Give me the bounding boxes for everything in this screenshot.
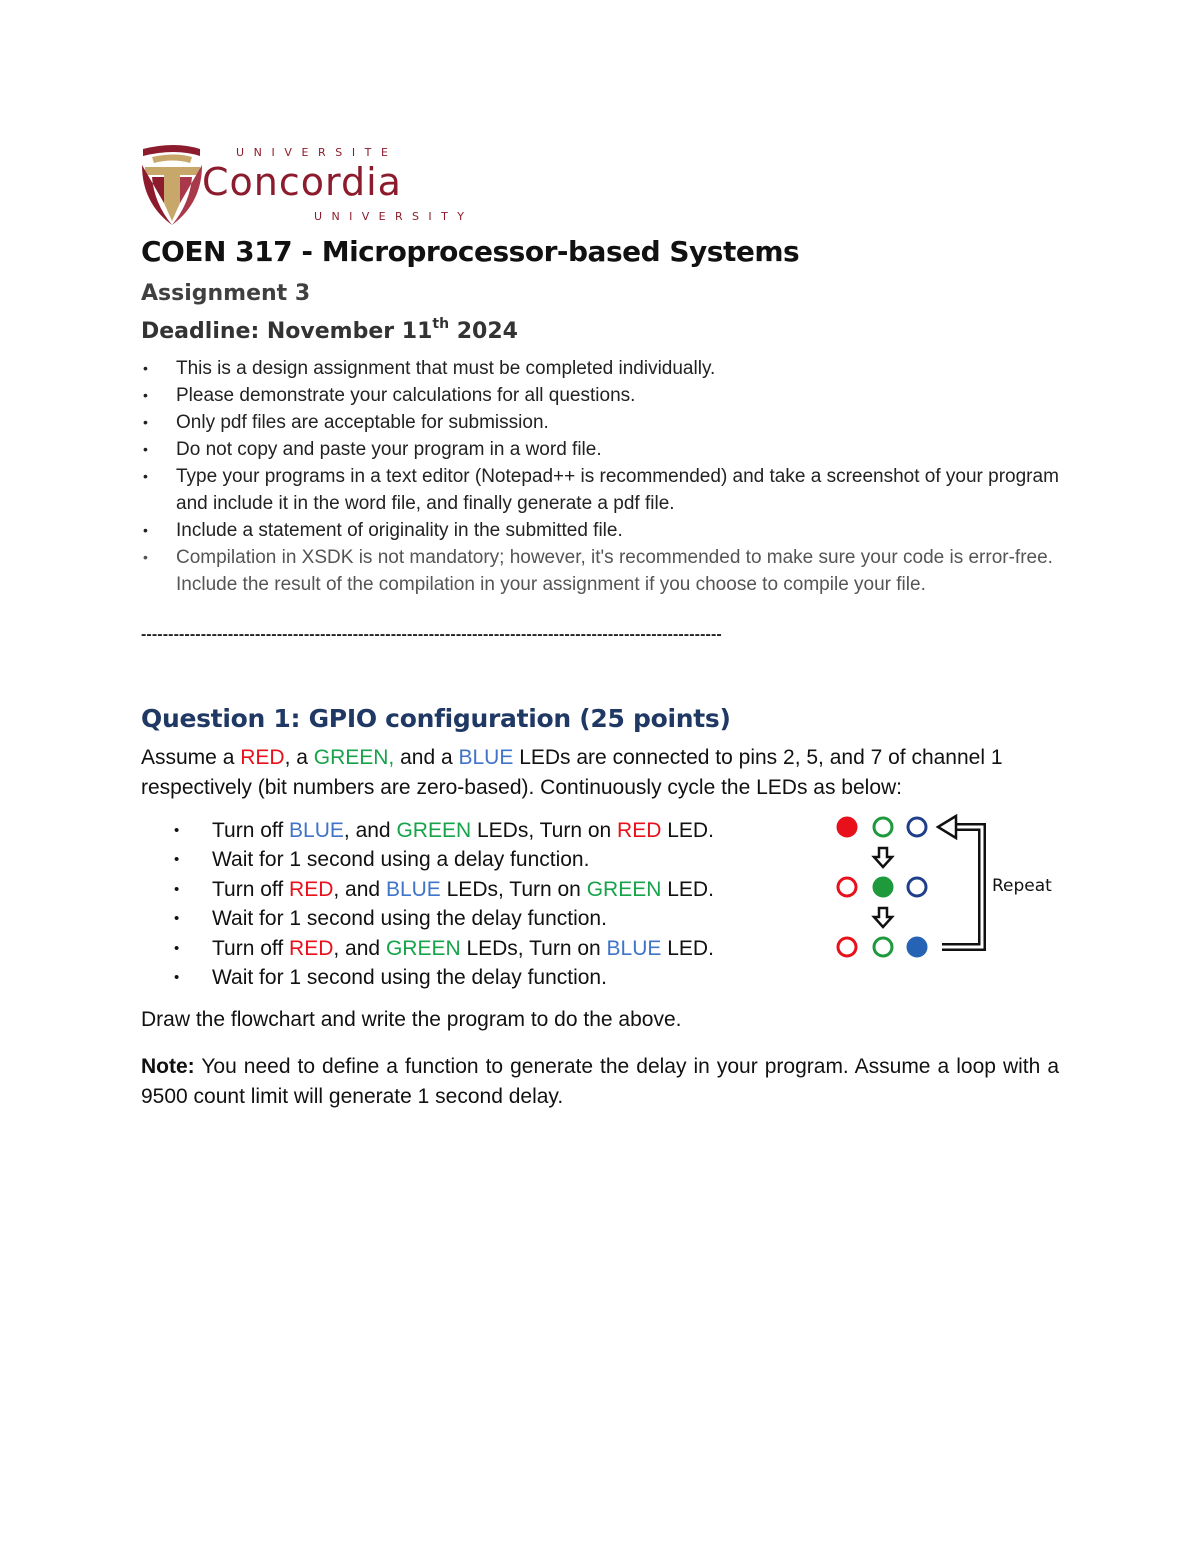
logo-wordmark: Concordia [202,160,402,204]
bullet-icon: • [174,851,180,869]
bullet-icon: • [174,910,180,928]
text-segment: , and [333,936,386,960]
deadline-superscript: th [432,316,450,332]
bullet-icon: • [174,939,180,957]
text-segment: and a [394,746,459,769]
question-1-heading: Question 1: GPIO configuration (25 points) [141,704,731,733]
text-segment: Turn off [212,819,290,842]
bullet-icon: • [143,360,148,376]
led-blue-on-icon [908,938,926,956]
color-word-blue: BLUE [458,746,514,769]
question-1-task: Draw the flowchart and write the program to do the above. [141,1008,682,1031]
note-label: Note: [141,1055,195,1078]
color-word-blue: BLUE [606,936,662,960]
led-green-off-icon [874,818,892,836]
bullet-icon: • [174,822,180,839]
bullet-icon: • [143,441,148,457]
color-word-red: RED [289,877,334,901]
text-segment: Wait for 1 second using a delay function. [212,848,590,872]
bullet-icon: • [143,414,148,430]
text-segment: LEDs, Turn on [440,877,587,901]
question-1-note [141,1052,1059,1112]
instructions-list [141,355,1071,598]
led-step-item [174,934,814,963]
color-word-blue: BLUE [385,877,441,901]
color-word-green: GREEN [586,877,662,901]
led-step-item [174,963,814,992]
bullet-icon: • [143,387,148,403]
instruction-text: Please demonstrate your calculations for all questions. [176,385,636,406]
color-word-green: GREEN [396,819,472,842]
instruction-item [141,436,1071,463]
repeat-bracket-inner [942,827,982,947]
separator-line: ----------------------------------------------------------------------------------------------------------- [141,626,722,643]
text-segment: , a [284,746,314,769]
concordia-crest-icon [140,143,210,228]
repeat-label: Repeat [992,876,1052,896]
text-segment: LEDs, Turn on [460,936,607,960]
color-word-red: RED [617,819,662,842]
repeat-arrowhead-icon [938,816,956,838]
color-word-blue: BLUE [289,819,344,842]
led-step-item [174,875,814,904]
led-blue-off-icon [908,818,926,836]
instruction-text: Do not copy and paste your program in a word file. [176,439,602,460]
led-step-item [174,845,814,874]
instruction-item [141,463,1071,517]
led-cycle-diagram [830,810,1070,970]
course-title: COEN 317 - Microprocessor-based Systems [141,235,800,268]
text-segment: LED. [661,877,714,901]
instruction-item [141,382,1071,409]
repeat-bracket-outline [942,827,982,947]
text-segment: Wait for 1 second using the delay function. [212,966,607,990]
text-segment: LED. [661,819,714,842]
deadline-year: 2024 [449,319,518,344]
led-green-on-icon [874,878,892,896]
color-word-green: GREEN, [313,746,395,769]
deadline-prefix: Deadline: November 11 [141,319,433,344]
note-text: You need to define a function to generate the delay in your program. Assume a loop with a 9500 count limit will generate 1 second delay. [141,1055,1059,1108]
text-segment: Turn off [212,936,290,960]
text-segment: LEDs are connected to pins 2, 5, and 7 of channel 1 respectively (bit numbers are zero-based). Continuously cycle the LEDs as below: [141,746,1003,799]
text-segment: Turn off [212,877,290,901]
instruction-text: Type your programs in a text editor (Notepad++ is recommended) and take a screenshot of your program and include it in the word file, and finally generate a pdf file. [176,466,1059,514]
led-red-off-icon [838,938,856,956]
text-segment: , and [343,819,397,842]
bullet-icon: • [143,468,148,484]
text-segment: , and [333,877,386,901]
down-arrow-icon [874,908,892,927]
text-segment: Assume a [141,746,241,769]
color-word-red: RED [240,746,285,769]
instruction-text: Include a statement of originality in the submitted file. [176,520,623,541]
instruction-item [141,355,1071,382]
led-step-item [174,816,814,845]
led-blue-off-icon [908,878,926,896]
text-segment: LEDs, Turn on [471,819,618,842]
deadline [141,316,518,344]
bullet-icon: • [174,880,180,898]
color-word-red: RED [289,936,334,960]
down-arrow-icon [874,848,892,867]
instruction-item [141,517,1071,544]
instruction-text: This is a design assignment that must be completed individually. [176,358,716,379]
text-segment: LED. [661,936,714,960]
led-red-off-icon [838,878,856,896]
question-1-intro [141,743,1071,803]
led-red-on-icon [838,818,856,836]
color-word-green: GREEN [385,936,461,960]
concordia-logo [140,143,474,228]
instruction-item [141,409,1071,436]
assignment-subtitle: Assignment 3 [141,281,311,306]
bullet-icon: • [143,522,148,538]
bullet-icon: • [143,549,148,565]
instruction-text: Only pdf files are acceptable for submission. [176,412,549,433]
led-step-item [174,904,814,933]
instruction-item [141,544,1071,598]
logo-bottom-text: UNIVERSITY [314,210,474,223]
bullet-icon: • [174,969,180,987]
instruction-text: Compilation in XSDK is not mandatory; however, it's recommended to make sure your code is error-free. Include the result of the compilation in your assignment if you choose to compile your file. [176,547,1053,595]
text-segment: Wait for 1 second using the delay function. [212,907,607,931]
led-steps-list [174,816,814,992]
led-green-off-icon [874,938,892,956]
logo-top-text: UNIVERSITE [236,146,398,159]
